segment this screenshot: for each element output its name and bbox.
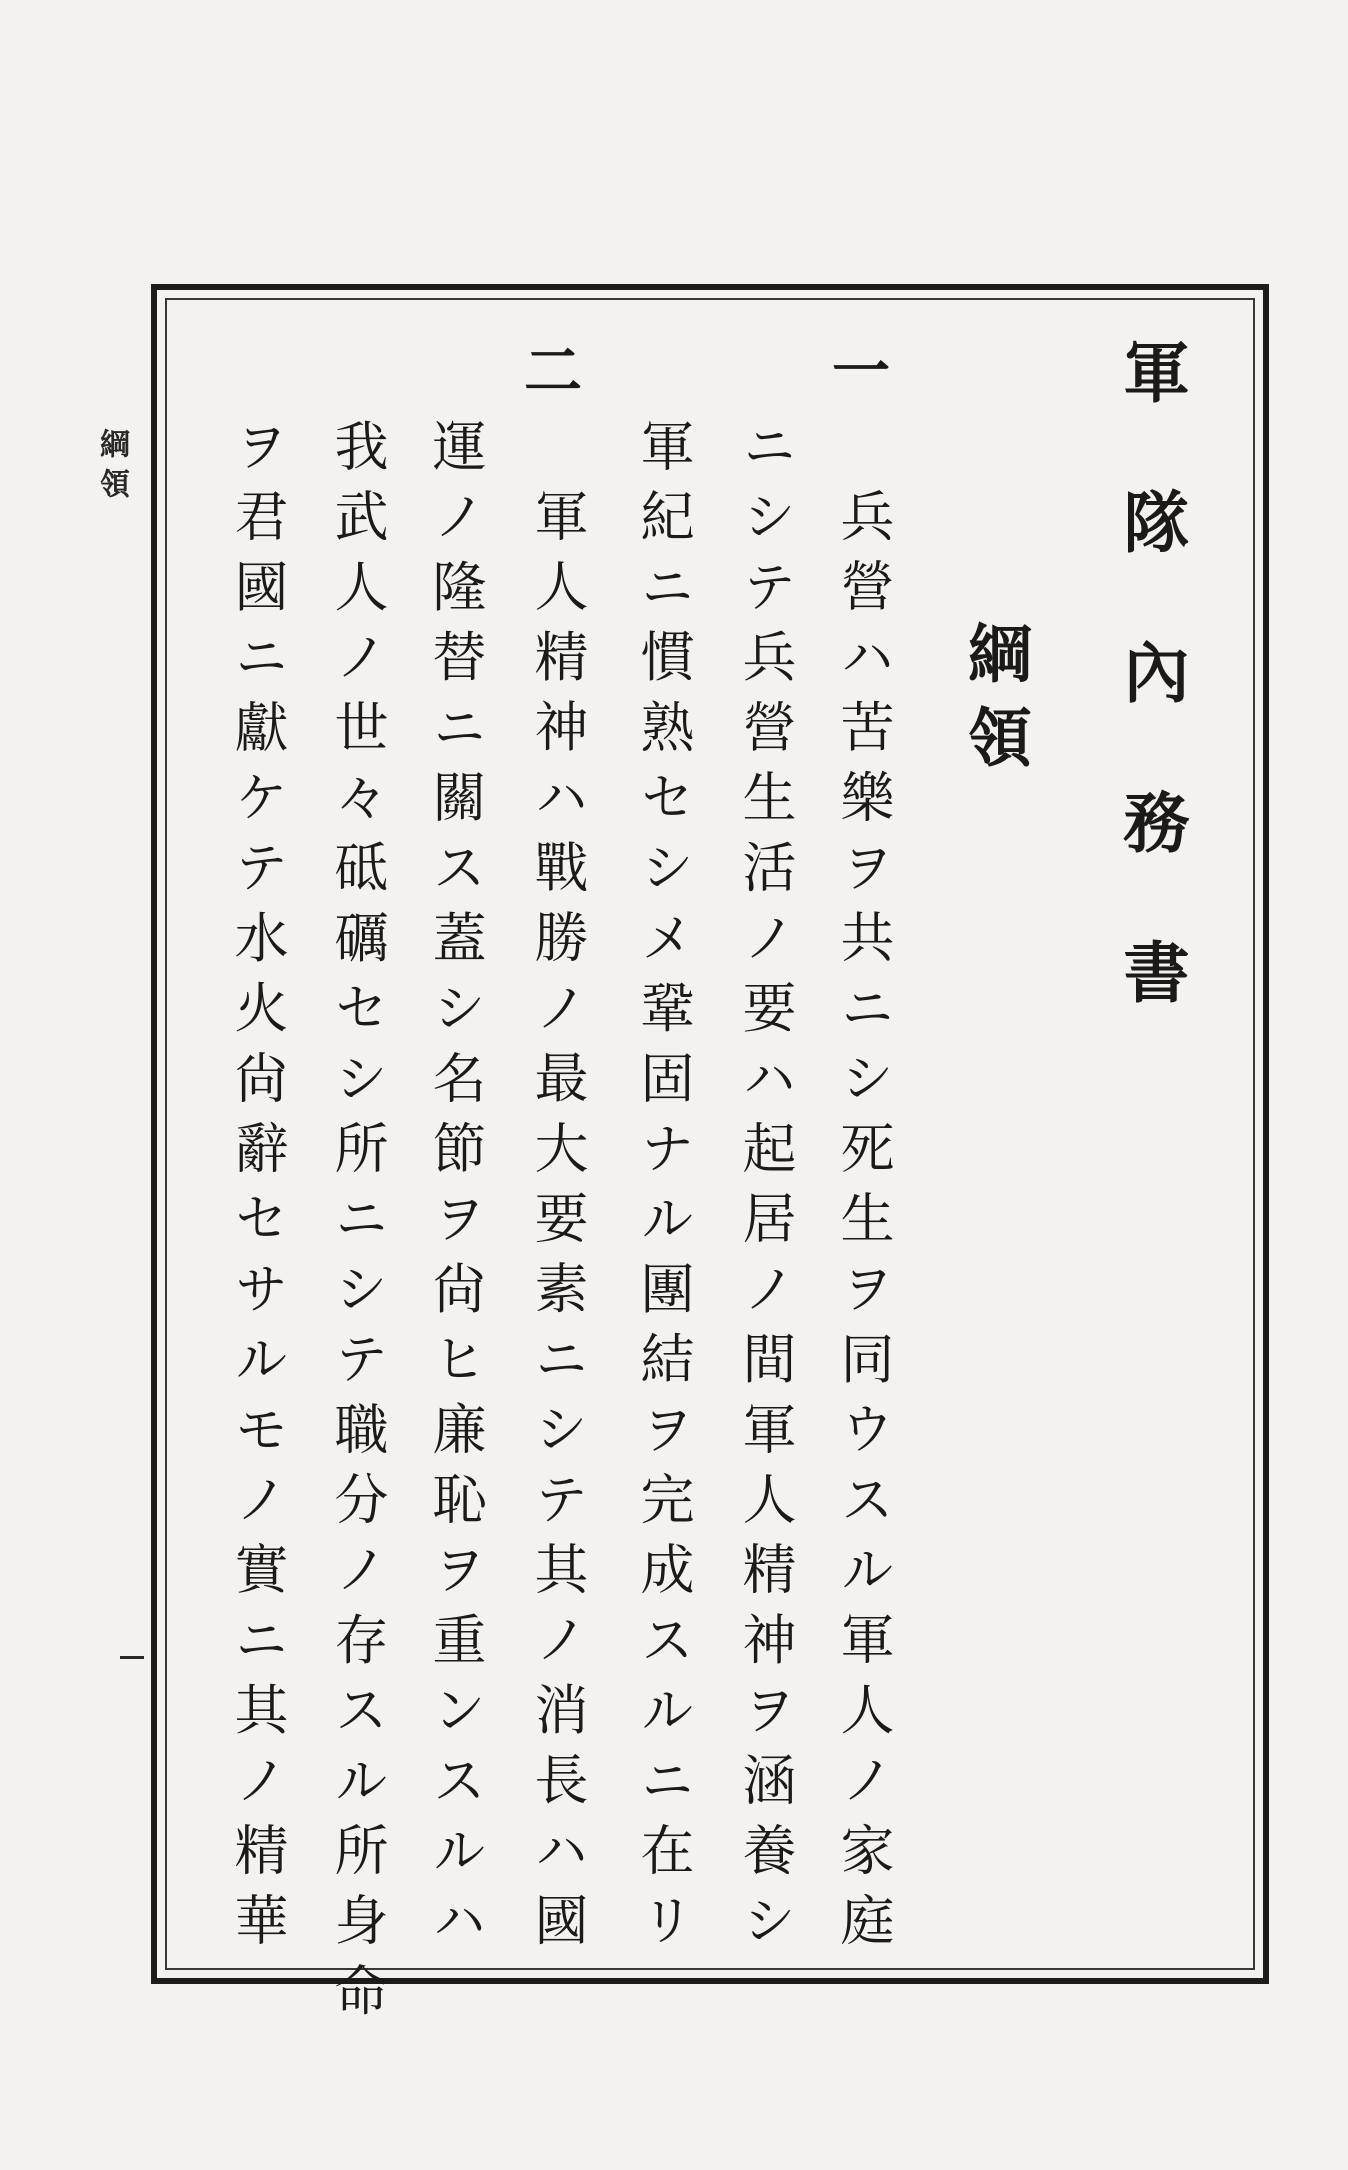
item-2-line-2: 運ノ隆替ニ關ス蓋シ名節ヲ尙ヒ廉恥ヲ重ンスルハ: [424, 418, 487, 1963]
item-marker-2: 二: [524, 337, 583, 405]
page-number: [120, 1656, 144, 1659]
margin-section-note: 綱領: [94, 428, 129, 508]
page-frame: [151, 284, 1269, 1984]
item-2-line-1: 軍人精神ハ戰勝ノ最大要素ニシテ其ノ消長ハ國: [526, 488, 589, 1963]
item-1-line-1: 兵營ハ苦樂ヲ共ニシ死生ヲ同ウスル軍人ノ家庭: [832, 488, 895, 1963]
item-2-line-4: ヲ君國ニ獻ケテ水火尙辭セサルモノ實ニ其ノ精華: [226, 418, 289, 1963]
section-heading: 綱領: [957, 620, 1032, 788]
document-title: 軍隊內務書: [1112, 338, 1190, 1088]
item-1-line-2: ニシテ兵營生活ノ要ハ起居ノ間軍人精神ヲ涵養シ: [734, 418, 797, 1963]
item-marker-1: 一: [832, 337, 891, 405]
item-1-line-3: 軍紀ニ慣熟セシメ鞏固ナル團結ヲ完成スルニ在リ: [632, 418, 695, 1963]
item-2-line-3: 我武人ノ世々砥礪セシ所ニシテ職分ノ存スル所身命: [326, 418, 389, 2033]
